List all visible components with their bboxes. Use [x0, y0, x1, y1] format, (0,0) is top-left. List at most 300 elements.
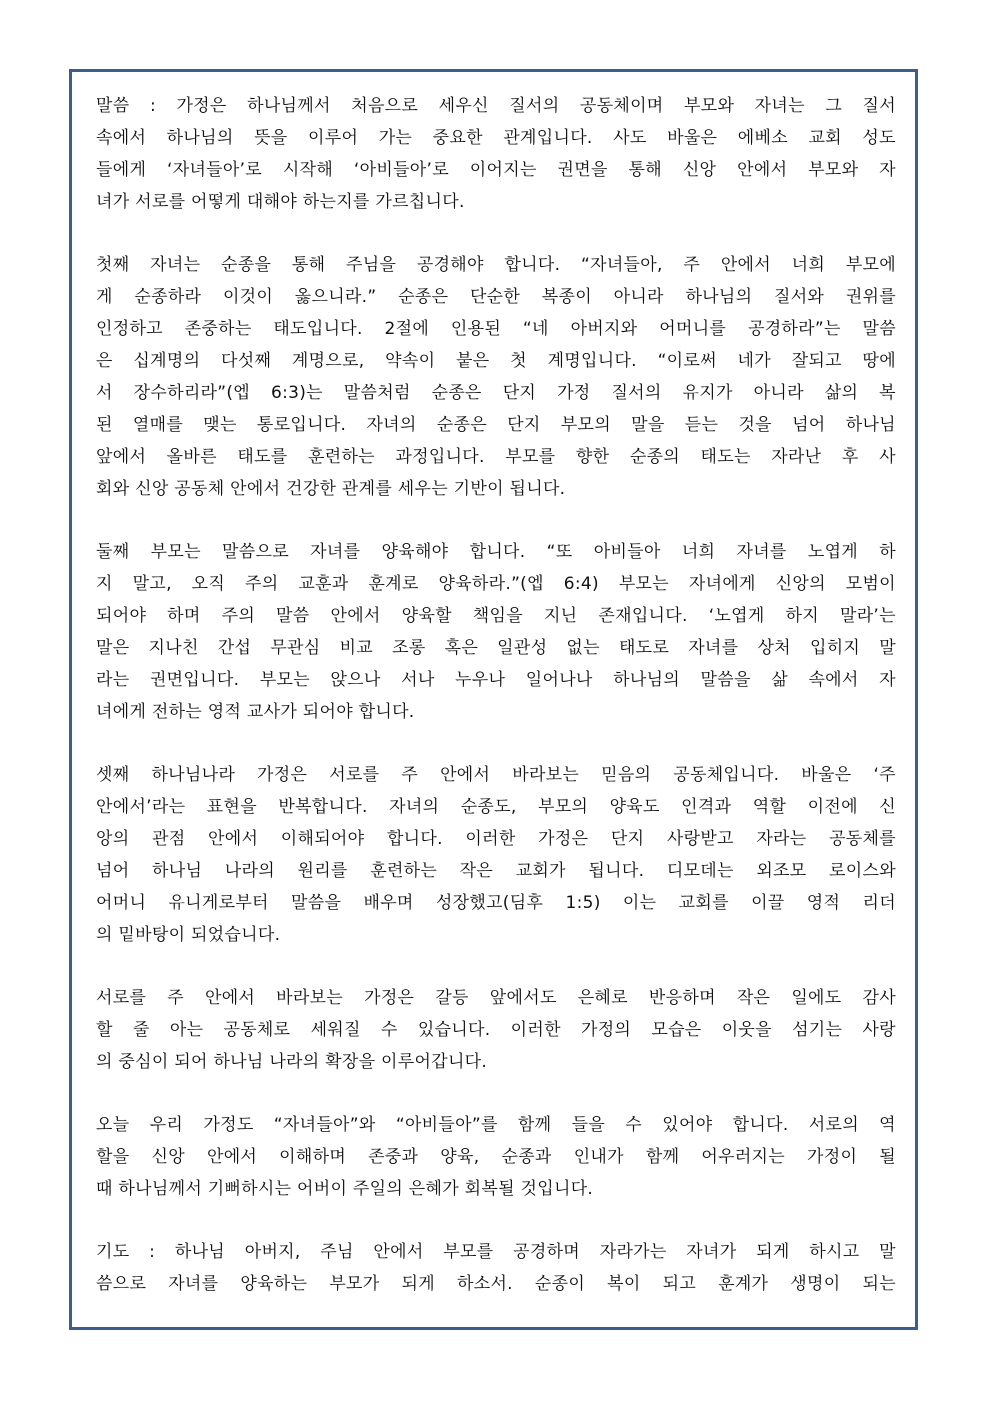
word: 앉으나 — [330, 670, 381, 690]
text-line — [96, 791, 896, 823]
word: 양육하는 — [240, 1274, 308, 1294]
word: 가정 — [557, 383, 591, 403]
word: 말 — [879, 1242, 896, 1262]
word: 첫째 — [96, 255, 130, 275]
word: 은혜로 — [577, 988, 628, 1008]
word: 서나 — [401, 670, 435, 690]
word: 자녀는 — [150, 255, 201, 275]
word: 비교 — [339, 638, 374, 658]
word: 모범이 — [845, 574, 896, 594]
word: 표현을 — [206, 797, 257, 817]
word: “또 — [546, 542, 573, 562]
word: 순종도, — [460, 797, 517, 817]
word: ‘자녀들아’로 — [167, 160, 263, 180]
word: 사랑 — [862, 1020, 896, 1040]
word: 자녀의 — [366, 415, 417, 435]
word: 기도 — [96, 1242, 130, 1262]
word: 나라의 — [224, 861, 275, 881]
word: 자라난 — [771, 447, 822, 467]
word: 반복합니다. — [278, 797, 368, 817]
word: 조롱 — [392, 638, 426, 658]
word: 인정하고 — [96, 319, 163, 339]
word: 되어야 — [96, 606, 147, 626]
word: 부모가 — [329, 1274, 380, 1294]
word: 앞에서도 — [489, 988, 557, 1008]
word: 권면입니다. — [149, 670, 240, 690]
word: 말고, — [132, 574, 172, 594]
document-body — [96, 90, 896, 1331]
word: 속에서 — [808, 670, 859, 690]
word: 다섯째 — [221, 351, 272, 371]
text-line — [96, 568, 896, 600]
word: 부모에 — [845, 255, 896, 275]
word: 가정은 — [364, 988, 415, 1008]
word: 아비들아 — [593, 542, 661, 562]
word: 맺는 — [203, 415, 237, 435]
word: 양육할 — [401, 606, 452, 626]
word: 후 — [841, 447, 859, 467]
text-line — [96, 441, 896, 473]
word: 말을 — [631, 415, 665, 435]
word: 이어지는 — [469, 160, 537, 180]
word: 주 — [167, 988, 184, 1008]
word: 것을 — [738, 415, 772, 435]
word: 하나님 — [152, 861, 203, 881]
word: 말 — [879, 638, 896, 658]
word: 부모는 — [618, 574, 669, 594]
word: 계명입니다. — [547, 351, 637, 371]
paragraph-prayer — [96, 1236, 896, 1300]
word: 씀으로 — [96, 1274, 147, 1294]
word: 자녀에게 — [688, 574, 756, 594]
word: 사도 — [613, 128, 647, 148]
word: 공동체이며 — [579, 96, 664, 116]
word: 질서 — [862, 96, 896, 116]
word: 순종이 — [534, 1274, 586, 1294]
word: 원리를 — [297, 861, 348, 881]
word: 신앙의 — [775, 574, 826, 594]
word: 과정입니다. — [395, 447, 485, 467]
word: 아는 — [169, 1020, 204, 1040]
word: 있어야 — [662, 1115, 713, 1135]
word: 네가 — [737, 351, 771, 371]
word: 이러한 — [465, 829, 516, 849]
word: 자 — [879, 670, 896, 690]
word: 되는 — [862, 1274, 896, 1294]
word: 지 — [96, 574, 113, 594]
word: 말라’는 — [839, 606, 896, 626]
text-line — [96, 90, 896, 122]
word: 하며 — [167, 606, 201, 626]
word: 성장했고(딤후 — [435, 893, 544, 913]
word: 삶 — [771, 670, 788, 690]
word: 양육해야 — [381, 542, 449, 562]
word: 단지 — [502, 383, 537, 403]
word: 자라는 — [756, 829, 807, 849]
text-line — [96, 632, 896, 664]
text-line: 녀가 서로를 어떻게 대해야 하는지를 가르칩니다. — [96, 192, 465, 212]
word: ‘아비들아’로 — [353, 160, 449, 180]
word: 안에서 — [330, 606, 381, 626]
word: 존중과 — [368, 1147, 419, 1167]
word: 혹은 — [444, 638, 479, 658]
word: 향한 — [575, 447, 610, 467]
text-line — [96, 313, 896, 345]
word: 양육, — [440, 1147, 480, 1167]
word: 교회 — [808, 128, 842, 148]
word: 2절에 — [384, 319, 430, 339]
word: 이러한 — [510, 1020, 561, 1040]
word: 말씀 — [96, 96, 130, 116]
word: 질서의 — [611, 383, 662, 403]
word: 삶의 — [824, 383, 859, 403]
word: “아비들아”를 — [395, 1115, 498, 1135]
word: 권면을 — [557, 160, 608, 180]
word: 이해하며 — [279, 1147, 347, 1167]
word: 아니라 — [613, 287, 664, 307]
word: 일에도 — [791, 988, 842, 1008]
word: 계명으로, — [291, 351, 365, 371]
word: 부모는 — [259, 670, 310, 690]
word: 하소서. — [457, 1274, 513, 1294]
text-line: 때 하나님께서 기뻐하시는 어버이 주일의 은혜가 회복될 것입니다. — [96, 1179, 594, 1199]
word: 입히지 — [809, 638, 861, 658]
word: 외조모 — [756, 861, 807, 881]
word: 어우러지는 — [701, 1147, 785, 1167]
word: 간섭 — [217, 638, 252, 658]
word: 부모의 — [537, 797, 589, 817]
text-line — [96, 122, 896, 154]
word: 통해 — [628, 160, 662, 180]
word: 없는 — [566, 638, 600, 658]
word: 됩니다. — [588, 861, 645, 881]
word: 6:3)는 — [270, 383, 323, 403]
word: 지나친 — [148, 638, 199, 658]
word: 말씀으로 — [222, 542, 289, 562]
word: 생명이 — [790, 1274, 841, 1294]
word: 공동체입니다. — [673, 765, 780, 785]
word: 자라가는 — [599, 1242, 667, 1262]
text-line — [96, 887, 896, 919]
word: 중요한 — [432, 128, 483, 148]
word: 사 — [879, 447, 896, 467]
paragraph-intro — [96, 90, 896, 218]
word: 될 — [879, 1147, 896, 1167]
word: 하나님의 — [685, 287, 753, 307]
word: 공경하며 — [513, 1242, 581, 1262]
word: 주님 — [320, 1242, 354, 1262]
word: 리더 — [862, 893, 896, 913]
word: 이전에 — [807, 797, 858, 817]
word: 복이 — [607, 1274, 641, 1294]
word: 둘째 — [96, 542, 130, 562]
word: 주 — [683, 255, 701, 275]
word: 하 — [879, 542, 896, 562]
word: 질서와 — [773, 287, 825, 307]
word: “네 — [522, 319, 549, 339]
word: 반응하며 — [648, 988, 716, 1008]
word: 존중하는 — [184, 319, 252, 339]
word: 단지 — [507, 415, 541, 435]
word: 자녀의 — [389, 797, 440, 817]
word: 이해되어야 — [280, 829, 365, 849]
word: 아니라 — [753, 383, 804, 403]
word: 그 — [825, 96, 843, 116]
word: 안에서 — [737, 160, 788, 180]
word: 붙은 — [456, 351, 490, 371]
word: 뜻을 — [254, 128, 288, 148]
text-line — [96, 536, 896, 568]
text-line — [96, 759, 896, 791]
word: 자녀를 — [168, 1274, 219, 1294]
word: 할을 — [96, 1147, 130, 1167]
word: 가정은 — [257, 765, 308, 785]
word: ‘주 — [873, 765, 896, 785]
word: 약속이 — [385, 351, 436, 371]
word: 순종의 — [629, 447, 681, 467]
word: 줄 — [132, 1020, 150, 1040]
word: 바울은 — [801, 765, 852, 785]
word: 순종은 — [431, 383, 482, 403]
word: 수 — [625, 1115, 643, 1135]
word: 말씀 — [276, 606, 310, 626]
word: 넘어 — [96, 861, 130, 881]
text-line — [96, 1268, 896, 1300]
word: 장수하리라”(엡 — [133, 383, 251, 403]
word: 십계명의 — [133, 351, 201, 371]
word: 자녀를 — [688, 638, 739, 658]
text-line: 녀에게 전하는 영적 교사가 되어야 합니다. — [96, 702, 415, 722]
word: 자녀는 — [754, 96, 805, 116]
word: 들을 — [571, 1115, 606, 1135]
word: 하지 — [785, 606, 819, 626]
word: 공동체로 — [223, 1020, 291, 1040]
word: 통해 — [291, 255, 326, 275]
word: 이루어 — [308, 128, 359, 148]
word: 훈계가 — [718, 1274, 769, 1294]
word: 안에서 — [440, 765, 491, 785]
text-line — [96, 249, 896, 281]
word: 말씀처럼 — [343, 383, 411, 403]
word: 아버지와 — [570, 319, 638, 339]
word: 말씀을 — [291, 893, 342, 913]
word: 태도로 — [618, 638, 670, 658]
word: 은 — [96, 351, 113, 371]
word: 지닌 — [543, 606, 578, 626]
word: 가정도 — [203, 1115, 254, 1135]
word: 순종하라 — [134, 287, 202, 307]
word: “이로써 — [657, 351, 717, 371]
word: : — [149, 96, 156, 116]
word: 배우며 — [363, 893, 414, 913]
word: 작은 — [736, 988, 771, 1008]
word: 올바른 — [166, 447, 217, 467]
text-line — [96, 1109, 896, 1141]
word: 주의 — [221, 606, 256, 626]
word: 아버지, — [244, 1242, 301, 1262]
word: 부모와 — [808, 160, 859, 180]
word: 통로입니다. — [256, 415, 347, 435]
word: 공경하라”는 — [747, 319, 841, 339]
word: 이끌 — [751, 893, 785, 913]
text-line — [96, 600, 896, 632]
word: 있습니다. — [417, 1020, 491, 1040]
word: 합니다. — [386, 829, 443, 849]
word: 복 — [879, 383, 896, 403]
word: 상처 — [757, 638, 791, 658]
word: 되고 — [662, 1274, 697, 1294]
word: 가정은 — [538, 829, 589, 849]
word: 역 — [879, 1115, 896, 1135]
word: 가정이 — [807, 1147, 858, 1167]
word: 하나님의 — [613, 670, 681, 690]
word: 부모와 — [684, 96, 735, 116]
word: 질서의 — [509, 96, 560, 116]
word: 감사 — [862, 988, 896, 1008]
word: 관계입니다. — [503, 128, 593, 148]
word: 함께 — [517, 1115, 552, 1135]
word: 태도를 — [237, 447, 288, 467]
word: 옳으니라.” — [294, 287, 377, 307]
word: 순종과 — [501, 1147, 552, 1167]
word: 책임을 — [472, 606, 523, 626]
word: 공경해야 — [416, 255, 484, 275]
word: 열매를 — [132, 415, 184, 435]
text-line: 회와 신앙 공동체 안에서 건강한 관계를 세우는 기반이 됩니다. — [96, 479, 566, 499]
word: 단지 — [610, 829, 645, 849]
word: 서로를 — [329, 765, 380, 785]
paragraph-third — [96, 759, 896, 951]
word: 사랑받고 — [666, 829, 734, 849]
text-line — [96, 855, 896, 887]
word: ‘노엽게 — [708, 606, 765, 626]
word: 부모를 — [443, 1242, 494, 1262]
word: 하시고 — [809, 1242, 860, 1262]
word: 양육하라.”(엡 — [438, 574, 544, 594]
word: 가는 — [378, 128, 413, 148]
word: 들에게 — [96, 160, 147, 180]
word: 자녀를 — [310, 542, 361, 562]
word: 작은 — [459, 861, 494, 881]
word: 주님을 — [346, 255, 397, 275]
word: 합니다. — [732, 1115, 789, 1135]
word: 순종은 — [398, 287, 449, 307]
word: 양육도 — [609, 797, 660, 817]
text-line — [96, 1236, 896, 1268]
word: 수 — [380, 1020, 398, 1040]
word: 교회를 — [678, 893, 729, 913]
word: 앙의 — [96, 829, 130, 849]
paragraph-community — [96, 982, 896, 1078]
word: 가정은 — [176, 96, 227, 116]
word: 교훈과 — [298, 574, 349, 594]
word: 이는 — [622, 893, 657, 913]
word: 누우나 — [455, 670, 506, 690]
text-line — [96, 154, 896, 186]
word: 되게 — [756, 1242, 790, 1262]
text-line — [96, 982, 896, 1014]
word: 무관심 — [270, 638, 321, 658]
word: 신 — [879, 797, 896, 817]
text-line — [96, 345, 896, 377]
paragraph-today — [96, 1109, 896, 1205]
word: 훈련하는 — [308, 447, 375, 467]
word: 셋째 — [96, 765, 130, 785]
word: 교회가 — [515, 861, 566, 881]
word: 시작해 — [282, 160, 334, 180]
word: “자녀들아, — [581, 255, 663, 275]
text-line — [96, 1141, 896, 1173]
word: 노엽게 — [807, 542, 859, 562]
word: 하나님 — [845, 415, 896, 435]
word: 순종은 — [436, 415, 487, 435]
word: 우리 — [149, 1115, 184, 1135]
word: 라는 — [96, 670, 130, 690]
text-line — [96, 664, 896, 696]
word: 갈등 — [435, 988, 469, 1008]
word: 디모데는 — [666, 861, 734, 881]
text-line — [96, 281, 896, 313]
word: 하나님나라 — [151, 765, 236, 785]
word: 역할 — [752, 797, 787, 817]
word: 할 — [96, 1020, 113, 1040]
paragraph-first — [96, 249, 896, 505]
word: 함께 — [645, 1147, 680, 1167]
word: 주의 — [245, 574, 279, 594]
word: 에베소 — [737, 128, 788, 148]
word: 안에서’라는 — [96, 797, 186, 817]
word: 복종이 — [541, 287, 592, 307]
word: 공동체를 — [829, 829, 896, 849]
word: : — [149, 1242, 156, 1262]
word: 가정의 — [580, 1020, 632, 1040]
word: 세워질 — [310, 1020, 361, 1040]
word: 일관성 — [497, 638, 548, 658]
word: 모습은 — [651, 1020, 702, 1040]
word: 땅에 — [862, 351, 896, 371]
text-line: 의 중심이 되어 하나님 나라의 확장을 이루어갑니다. — [96, 1052, 488, 1072]
word: 어머니 — [96, 893, 147, 913]
word: 유니게로부터 — [168, 893, 269, 913]
word: 관점 — [152, 829, 186, 849]
word: 순종을 — [221, 255, 272, 275]
word: 섬기는 — [792, 1020, 843, 1040]
word: 성도 — [862, 128, 896, 148]
word: 안에서 — [206, 1147, 258, 1167]
word: 하나님의 — [166, 128, 234, 148]
text-line — [96, 377, 896, 409]
word: 게 — [96, 287, 113, 307]
word: 말은 — [96, 638, 130, 658]
word: 하나님께서 — [247, 96, 331, 116]
word: 훈련하는 — [370, 861, 438, 881]
word: 말씀을 — [700, 670, 751, 690]
word: 인용된 — [450, 319, 502, 339]
word: 태도입니다. — [273, 319, 363, 339]
word: 하나님 — [174, 1242, 226, 1262]
word: 어머니를 — [659, 319, 727, 339]
word: 자녀를 — [736, 542, 787, 562]
word: 부모의 — [560, 415, 611, 435]
word: 인격과 — [681, 797, 732, 817]
word: 너희 — [681, 542, 716, 562]
text-line: 의 밑바탕이 되었습니다. — [96, 925, 281, 945]
word: 이웃을 — [721, 1020, 772, 1040]
word: 속에서 — [96, 128, 147, 148]
word: 오직 — [191, 574, 226, 594]
word: 듣는 — [684, 415, 719, 435]
word: 첫 — [510, 351, 527, 371]
